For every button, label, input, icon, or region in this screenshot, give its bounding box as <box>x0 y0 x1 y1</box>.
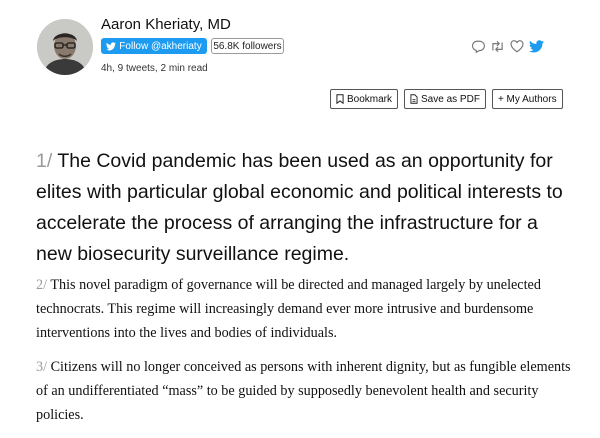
tweet-number: 2/ <box>36 277 48 293</box>
tweet-1 <box>36 146 566 270</box>
action-bar <box>330 89 563 109</box>
tweet-text: The Covid pandemic has been used as an opportunity for elites with particular global economic and political interests to accelerate the process of arranging the infrastructure for a new biosecurity surveillance regime. <box>36 150 563 265</box>
save-pdf-label: Save as PDF <box>421 93 480 105</box>
my-authors-label: + My Authors <box>497 93 557 105</box>
bookmark-label: Bookmark <box>347 93 393 105</box>
author-name[interactable]: Aaron Kheriaty, MD <box>101 16 231 33</box>
avatar[interactable] <box>37 19 93 75</box>
like-icon[interactable] <box>510 40 524 53</box>
tweet-2 <box>36 273 576 345</box>
twitter-bird-icon[interactable] <box>529 40 544 53</box>
twitter-bird-icon <box>106 42 116 51</box>
tweet-actions <box>471 38 544 54</box>
reply-icon[interactable] <box>471 40 485 53</box>
my-authors-button[interactable] <box>492 89 563 109</box>
tweet-text: This novel paradigm of governance will be directed and managed largely by unelected technocrats. This regime will increasingly demand ever more intrusive and burdensome interventions into the lives and bodies of individuals. <box>36 277 541 341</box>
follow-button[interactable] <box>101 38 207 54</box>
thread-meta: 4h, 9 tweets, 2 min read <box>101 63 208 74</box>
tweet-text: Citizens will no longer conceived as persons with inherent dignity, but as fungible elements of an undifferentiated “mass” to be guided by supposedly benevolent health and security policies. <box>36 359 571 423</box>
tweet-number: 3/ <box>36 359 48 375</box>
tweet-number: 1/ <box>36 150 53 172</box>
followers-count: 56.8K followers <box>211 38 284 54</box>
bookmark-icon <box>336 94 344 104</box>
retweet-icon[interactable] <box>490 40 505 53</box>
document-icon <box>410 94 418 104</box>
save-pdf-button[interactable] <box>404 89 486 109</box>
follow-label: Follow @akheriaty <box>119 40 202 52</box>
bookmark-button[interactable] <box>330 89 398 109</box>
tweet-3 <box>36 355 576 427</box>
